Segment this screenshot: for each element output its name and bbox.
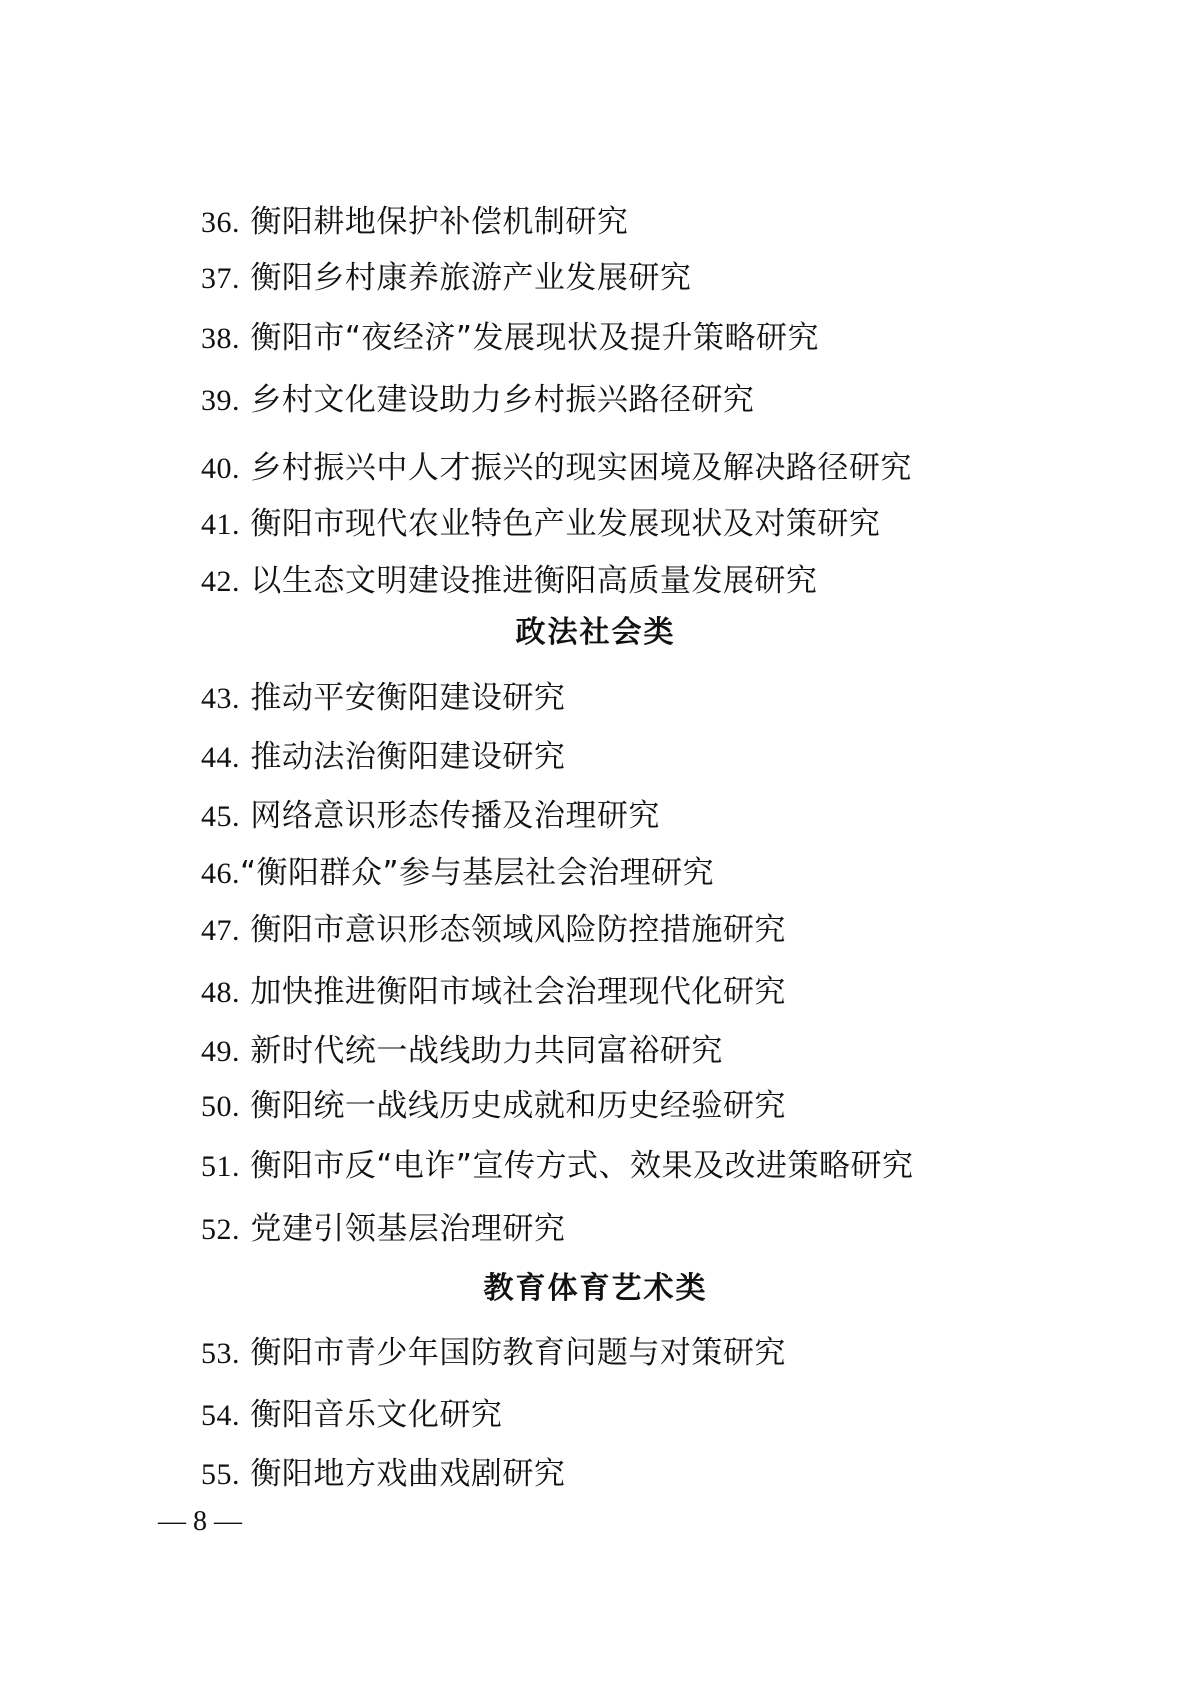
item-number: 55.	[201, 1458, 240, 1491]
list-item	[201, 910, 786, 950]
list-item	[201, 853, 714, 893]
item-text: 衡阳地方戏曲戏剧研究	[250, 1456, 566, 1492]
list-item	[201, 1395, 502, 1435]
list-item	[201, 796, 660, 836]
item-text: “衡阳群众”参与基层社会治理研究	[240, 855, 715, 891]
list-item	[201, 1333, 786, 1373]
item-number: 39.	[201, 384, 240, 417]
item-text: 网络意识形态传播及治理研究	[250, 798, 660, 834]
list-item	[201, 678, 565, 718]
item-text: 以生态文明建设推进衡阳高质量发展研究	[250, 563, 818, 599]
item-number: 45.	[201, 800, 240, 833]
item-number: 48.	[201, 976, 240, 1009]
item-number: 50.	[201, 1090, 240, 1123]
item-number: 43.	[201, 682, 240, 715]
item-text: 衡阳市“夜经济”发展现状及提升策略研究	[250, 320, 819, 356]
item-text: 衡阳市青少年国防教育问题与对策研究	[250, 1335, 786, 1371]
item-number: 46.	[201, 857, 240, 890]
item-number: 40.	[201, 452, 240, 485]
list-item	[201, 1209, 565, 1249]
item-number: 41.	[201, 508, 240, 541]
item-text: 衡阳市反“电诈”宣传方式、效果及改进策略研究	[250, 1148, 914, 1184]
item-number: 42.	[201, 565, 240, 598]
item-text: 加快推进衡阳市域社会治理现代化研究	[250, 974, 786, 1010]
list-item	[201, 1146, 913, 1186]
list-item	[201, 972, 786, 1012]
item-text: 衡阳音乐文化研究	[250, 1397, 503, 1433]
item-number: 37.	[201, 262, 240, 295]
list-item	[201, 318, 819, 358]
item-text: 衡阳统一战线历史成就和历史经验研究	[250, 1088, 786, 1124]
item-text: 推动法治衡阳建设研究	[250, 739, 566, 775]
item-number: 38.	[201, 322, 240, 355]
item-text: 衡阳市意识形态领域风险防控措施研究	[250, 912, 786, 948]
item-text: 新时代统一战线助力共同富裕研究	[250, 1033, 723, 1069]
list-item	[201, 380, 754, 420]
section-heading: 教育体育艺术类	[483, 1271, 708, 1306]
item-text: 衡阳耕地保护补偿机制研究	[250, 204, 629, 240]
list-item	[201, 1086, 786, 1126]
list-item	[201, 448, 912, 488]
item-number: 52.	[201, 1213, 240, 1246]
item-text: 党建引领基层治理研究	[250, 1211, 566, 1247]
list-item	[201, 202, 628, 242]
item-number: 47.	[201, 914, 240, 947]
list-item	[201, 258, 691, 298]
list-item	[201, 561, 817, 601]
list-item	[201, 1031, 723, 1071]
item-text: 乡村振兴中人才振兴的现实困境及解决路径研究	[250, 450, 912, 486]
item-text: 衡阳市现代农业特色产业发展现状及对策研究	[250, 506, 881, 542]
page-number: — 8 —	[158, 1506, 242, 1537]
item-text: 乡村文化建设助力乡村振兴路径研究	[250, 382, 755, 418]
item-number: 54.	[201, 1399, 240, 1432]
item-number: 36.	[201, 206, 240, 239]
item-number: 51.	[201, 1150, 240, 1183]
section-heading: 政法社会类	[515, 615, 676, 650]
list-item	[201, 504, 880, 544]
item-text: 衡阳乡村康养旅游产业发展研究	[250, 260, 692, 296]
item-number: 44.	[201, 741, 240, 774]
item-number: 49.	[201, 1035, 240, 1068]
item-number: 53.	[201, 1337, 240, 1370]
list-item	[201, 1454, 565, 1494]
list-item	[201, 737, 565, 777]
item-text: 推动平安衡阳建设研究	[250, 680, 566, 716]
